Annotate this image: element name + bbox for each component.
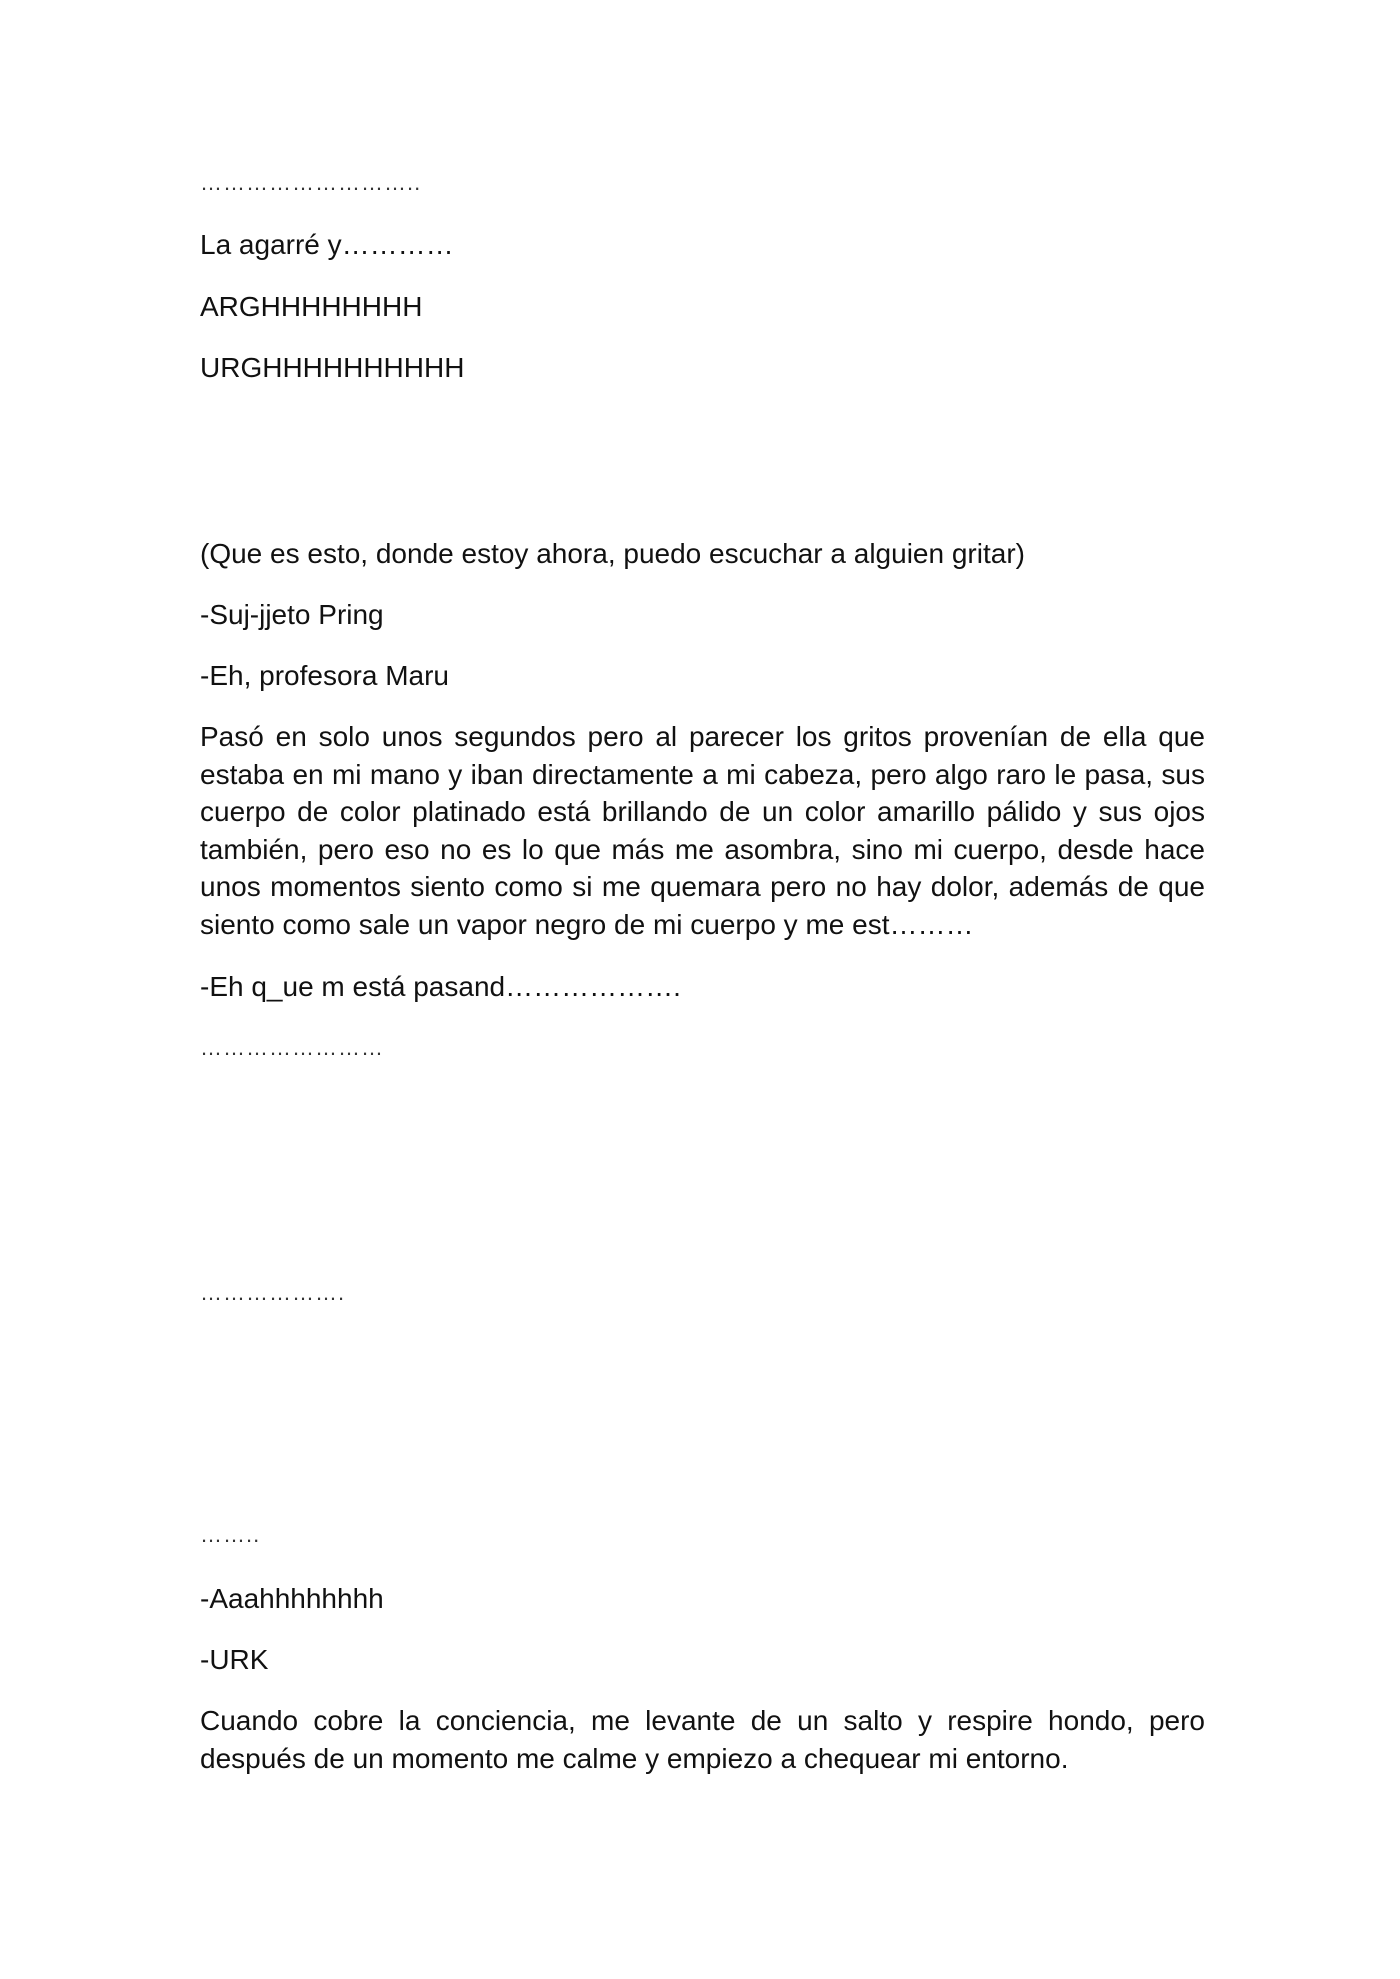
paragraph-paso: Pasó en solo unos segundos pero al parecer los gritos provenían de ella que estaba en mi mano y iban directamente a mi cabeza, pero algo raro le pasa, sus cuerpo de color platinado está brillando de un color amarillo pálido y sus ojos también, pero eso no es lo que más me asombra, sino mi cuerpo, desde hace unos momentos siento como si me quemara pero no hay dolor, además de que siento como sale un vapor negro de mi cuerpo y me est……… — [200, 721, 1205, 940]
dialogue-line-sujeto: -Suj-jjeto Pring — [200, 599, 384, 630]
ellipsis-line-3: ………………. — [200, 1280, 346, 1305]
text-line-thought: (Que es esto, donde estoy ahora, puedo escuchar a alguien gritar) — [200, 538, 1025, 569]
dialogue-line-pasand: -Eh q_ue m está pasand………………. — [200, 971, 681, 1002]
ellipsis-line-2: …………………… — [200, 1035, 384, 1060]
paragraph-cuando: Cuando cobre la conciencia, me levante de un salto y respire hondo, pero después de un momento me calme y empiezo a chequear mi entorno. — [200, 1705, 1205, 1774]
text-line-agarre: La agarré y………… — [200, 229, 454, 260]
dialogue-line-urk: -URK — [200, 1644, 269, 1675]
text-line-urgh: URGHHHHHHHHHH — [200, 352, 465, 383]
dialogue-line-profesora: -Eh, profesora Maru — [200, 660, 449, 691]
ellipsis-line-1: ……………………….. — [200, 170, 422, 195]
text-line-argh: ARGHHHHHHHH — [200, 291, 423, 322]
dialogue-line-aaah: -Aaahhhhhhhh — [200, 1583, 384, 1614]
ellipsis-line-4: …….. — [200, 1522, 261, 1547]
